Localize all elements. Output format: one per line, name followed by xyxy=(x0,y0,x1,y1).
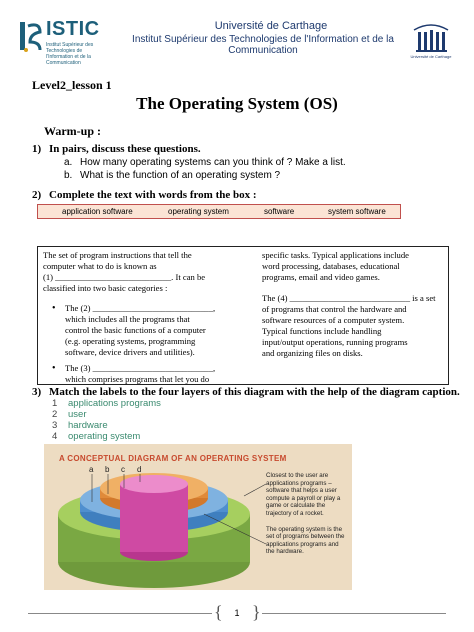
diagram-label-number: 4 xyxy=(52,431,58,442)
passage-line: control the basic functions of a computer xyxy=(65,325,206,335)
passage-blank-1: (1) ___________________________. It can be xyxy=(43,272,206,282)
passage-line: which includes all the programs that xyxy=(65,314,190,324)
diagram-caption-2: The operating system is the set of programs between the applications programs and the hardware. xyxy=(266,525,345,556)
question-1b-letter: b. xyxy=(64,170,73,181)
passage-blank-3: The (3) ____________________________, xyxy=(65,363,216,373)
layer-letter-d: d xyxy=(137,465,142,474)
page-number: 1 xyxy=(234,608,240,618)
question-2-text: Complete the text with words from the box : xyxy=(49,189,257,201)
question-1a xyxy=(64,157,346,168)
word-box-item: application software xyxy=(62,207,133,216)
diagram-label-text: hardware xyxy=(68,420,108,431)
passage-line: The set of program instructions that tell the xyxy=(43,250,192,260)
passage-line: (e.g. operating systems, programming xyxy=(65,336,196,346)
lesson-label: Level2_lesson 1 xyxy=(32,78,112,92)
word-box-item: system software xyxy=(328,207,386,216)
bullet-dot: • xyxy=(52,303,56,314)
passage-line: and organizing files on disks. xyxy=(262,348,363,358)
warmup-heading: Warm-up : xyxy=(44,124,101,138)
question-3-text: Match the labels to the four layers of this diagram with the help of the diagram caption. xyxy=(49,386,460,398)
passage-line: computer what to do is known as xyxy=(43,261,157,271)
diagram-label-number: 1 xyxy=(52,398,58,409)
passage-line: classified into two basic categories : xyxy=(43,283,168,293)
passage-blank-2: The (2) ____________________________, xyxy=(65,303,216,313)
diagram-label-number: 2 xyxy=(52,409,58,420)
passage-line: software, device drivers and utilities). xyxy=(65,347,195,357)
istic-wordmark: ISTIC xyxy=(46,18,100,40)
question-1-text: In pairs, discuss these questions. xyxy=(49,143,201,155)
footer-divider-left xyxy=(28,613,212,614)
diagram-label-text: user xyxy=(68,409,87,420)
passage-line: which comprises programs that let you do xyxy=(65,374,210,384)
passage-line: of programs that control the hardware and xyxy=(262,304,407,314)
os-diagram xyxy=(44,444,352,590)
question-1 xyxy=(32,143,201,155)
carthage-logo-caption: Université de Carthage xyxy=(410,54,452,59)
passage-line: software resources of a computer system. xyxy=(262,315,405,325)
layer-letter-b: b xyxy=(105,465,110,474)
passage-box xyxy=(37,246,449,385)
istic-subtitle: Institut Supérieur des Technologies de l'Information et de la Communication xyxy=(46,42,94,66)
left-brace-icon: { xyxy=(214,602,223,622)
question-3 xyxy=(32,386,460,398)
question-1b-text: What is the function of an operating system ? xyxy=(80,170,281,181)
passage-line: Typical functions include handling xyxy=(262,326,382,336)
question-2 xyxy=(32,189,257,201)
word-box-item: software xyxy=(264,207,295,216)
diagram-label-text: operating system xyxy=(68,431,141,442)
diagram-label-item xyxy=(52,431,140,442)
university-name: Université de Carthage xyxy=(214,20,328,32)
question-3-number: 3) xyxy=(32,386,42,398)
passage-line: programs, email and video games. xyxy=(262,272,380,282)
diagram-caption xyxy=(266,472,348,556)
diagram-label-item xyxy=(52,409,86,420)
diagram-label-item xyxy=(52,398,161,409)
passage-line: specific tasks. Typical applications include xyxy=(262,250,409,260)
passage-line: word processing, databases, educational xyxy=(262,261,400,271)
bullet-dot: • xyxy=(52,363,56,374)
passage-blank-4: The (4) ____________________________ is a set xyxy=(262,293,436,303)
diagram-label-text: applications programs xyxy=(68,398,161,409)
layer-letter-a: a xyxy=(89,465,94,474)
right-brace-icon: } xyxy=(252,602,261,622)
istic-mark-icon xyxy=(18,20,44,52)
diagram-label-number: 3 xyxy=(52,420,58,431)
diagram-title: A CONCEPTUAL DIAGRAM OF AN OPERATING SYSTEM xyxy=(59,454,287,463)
question-1a-letter: a. xyxy=(64,157,73,168)
footer-divider-right xyxy=(262,613,446,614)
diagram-caption-1: Closest to the user are applications programs – software that helps a user compute a payroll or play a game or calculate the trajectory of a rocket. xyxy=(266,472,341,517)
question-2-number: 2) xyxy=(32,189,42,201)
question-1-number: 1) xyxy=(32,143,42,155)
question-1b xyxy=(64,170,280,181)
diagram-label-item xyxy=(52,420,108,431)
layer-letter-c: c xyxy=(121,465,125,474)
word-box xyxy=(37,204,401,219)
institute-name: Institut Supérieur des Technologies de l'Information et de la Communication xyxy=(132,34,394,56)
page-title: The Operating System (OS) xyxy=(136,94,338,113)
passage-line: input/output operations, running programs xyxy=(262,337,408,347)
question-1a-text: How many operating systems can you think of ? Make a list. xyxy=(80,157,346,168)
word-box-item: operating system xyxy=(168,207,229,216)
page-header xyxy=(18,14,456,64)
istic-logo xyxy=(18,18,114,66)
